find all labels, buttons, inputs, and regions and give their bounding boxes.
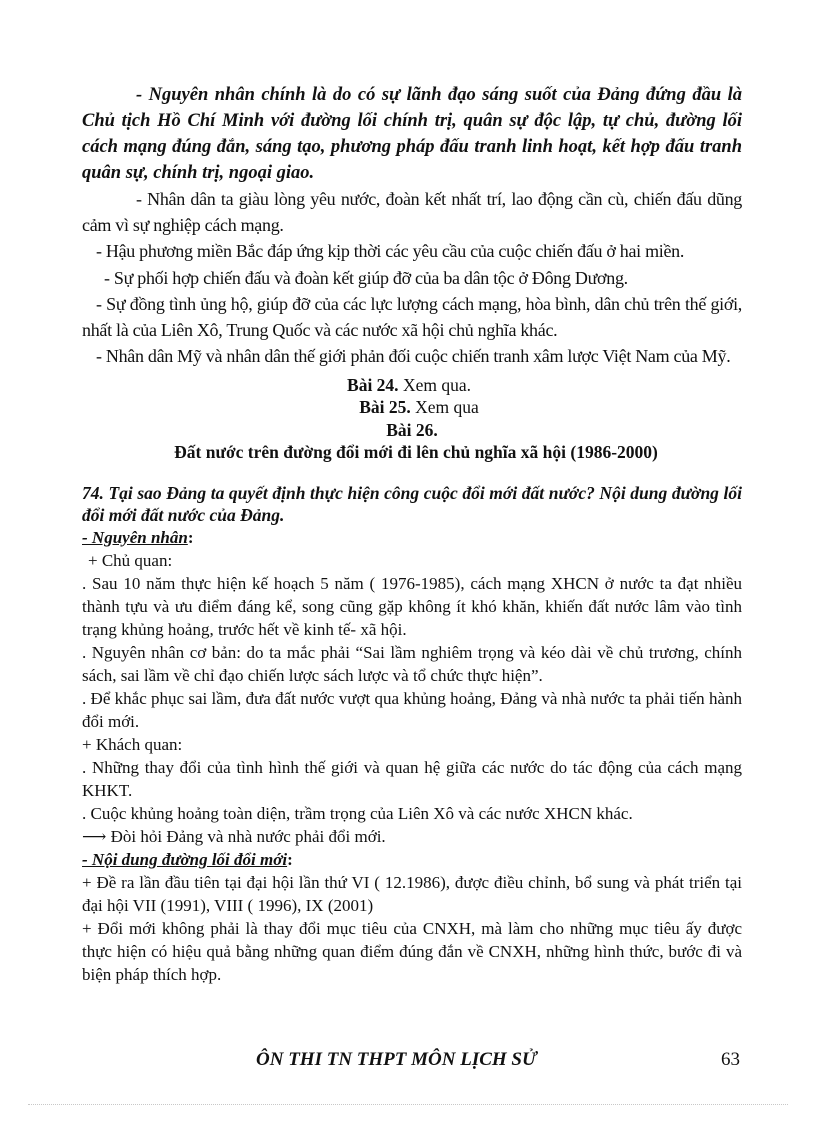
cause-rear-north: - Hậu phương miền Bắc đáp ứng kịp thời các yêu cầu của cuộc chiến đấu ở hai miền.	[96, 241, 685, 261]
footer-title: ÔN THI TN THPT MÔN LỊCH SỬ	[256, 1049, 537, 1070]
subjective-2: . Nguyên nhân cơ bản: do ta mắc phải “Sai lầm nghiêm trọng và kéo dài về chủ trương, chính sách, sai lầm về chỉ đạo chiến lược sách lược và tổ chức thực hiện”.	[82, 642, 742, 685]
lesson-26: Bài 26.	[386, 419, 438, 440]
subjective-3: . Để khắc phục sai lầm, đưa đất nước vượt qua khủng hoảng, Đảng và nhà nước ta phải tiến hành đổi mới.	[82, 688, 742, 731]
question-74: 74. Tại sao Đảng ta quyết định thực hiện công cuộc đổi mới đất nước? Nội dung đường lối đổi mới đất nước của Đảng.	[82, 482, 742, 525]
page-number: 63	[721, 1049, 740, 1070]
objective-2: . Cuộc khủng hoảng toàn diện, trầm trọng của Liên Xô và các nước XHCN khác.	[82, 803, 633, 823]
cause-main-first: - Nguyên nhân chính là do có sự lãnh đạo sáng suốt của Đảng đứng đầu là	[136, 85, 742, 105]
objective-1: . Những thay đổi của tình hình thế giới và quan hệ giữa các nước do tác động của cách mạng KHKT.	[82, 757, 742, 800]
lesson-26-title: Đất nước trên đường đổi mới đi lên chủ nghĩa xã hội (1986-2000)	[174, 442, 658, 462]
cause-main	[82, 82, 742, 186]
lessons-block	[82, 374, 742, 464]
cause-people: - Nhân dân ta giàu lòng yêu nước, đoàn kết nhất trí, lao động cần cù, chiến đấu dũng cảm vì sự nghiệp cách mạng.	[82, 189, 742, 235]
cause-world-support: - Sự đồng tình ủng hộ, giúp đỡ của các lực lượng cách mạng, hòa bình, dân chủ trên thế giới, nhất là của Liên Xô, Trung Quốc và các nước xã hội chủ nghĩa khác.	[82, 294, 742, 340]
cause-main-rest: Chủ tịch Hồ Chí Minh với đường lối chính trị, quân sự độc lập, tự chủ, đường lối cách mạng đúng đắn, sáng tạo, phương pháp đấu tranh linh hoạt, kết hợp đấu tranh quân sự, chính trị, ngoại giao.	[82, 111, 742, 183]
bottom-dotted-rule	[28, 1104, 788, 1105]
lesson-25: Bài 25. Xem qua	[359, 397, 479, 417]
page-body	[82, 82, 742, 986]
content-heading: - Nội dung đường lối đổi mới:	[82, 849, 293, 869]
subjective-label: + Chủ quan:	[88, 550, 173, 570]
objective-label: + Khách quan:	[82, 734, 183, 754]
subjective-1: . Sau 10 năm thực hiện kế hoạch 5 năm ( 1976-1985), cách mạng XHCN ở nước ta đạt nhiều thành tựu và ưu điểm đáng kể, song cũng gặp không ít khó khăn, khiến đất nước lâm vào tình trạng khủng hoảng, trước hết về kinh tế- xã hội.	[82, 573, 742, 639]
content-2: + Đổi mới không phải là thay đổi mục tiêu của CNXH, mà làm cho những mục tiêu ấy được thực hiện có hiệu quả bằng những quan điểm đúng đắn về CNXH, những hình thức, bước đi và biện pháp thích hợp.	[82, 918, 742, 984]
objective-3: ⟶ Đòi hỏi Đảng và nhà nước phải đổi mới.	[82, 826, 386, 846]
cause-us-people: - Nhân dân Mỹ và nhân dân thế giới phản đối cuộc chiến tranh xâm lược Việt Nam của Mỹ.	[96, 346, 731, 366]
content-1: + Đề ra lần đầu tiên tại đại hội lần thứ VI ( 12.1986), được điều chỉnh, bổ sung và phát triển tại đại hội VII (1991), VIII ( 1996), IX (2001)	[82, 872, 742, 915]
lesson-24: Bài 24. Xem qua.	[347, 374, 471, 395]
cause-indochina: - Sự phối hợp chiến đấu và đoàn kết giúp đỡ của ba dân tộc ở Đông Dương.	[104, 267, 628, 288]
causes-heading: - Nguyên nhân:	[82, 527, 194, 547]
